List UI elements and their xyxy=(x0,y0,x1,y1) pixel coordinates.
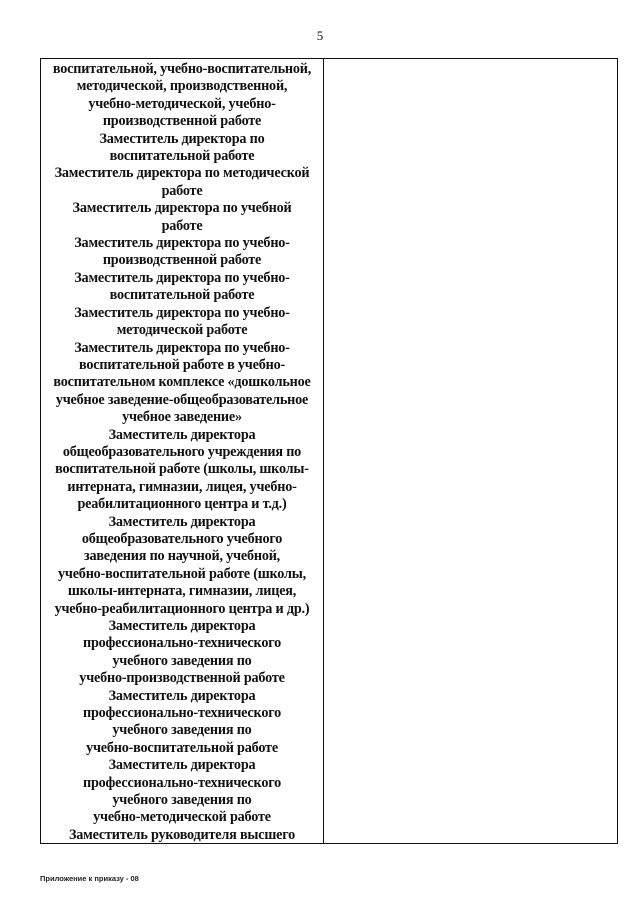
position-entry: Заместитель директора профессионально-технического учебного заведения по учебно-производственной работе xyxy=(79,618,285,687)
footer-note: Приложение к приказу - 08 xyxy=(40,874,139,883)
position-entry: Заместитель директора общеобразовательного учебного заведения по научной, учебной, учебно-воспитательной работе (школы, школы-интерната, гимназии, лицея, учебно-реабилитационного центра и др.) xyxy=(54,513,310,617)
position-entry: Заместитель директора по методической работе xyxy=(54,165,310,199)
position-entry: Заместитель директора профессионально-технического учебного заведения по учебно-методической работе xyxy=(82,757,281,826)
position-entry: Заместитель директора по учебно- воспитательной работе xyxy=(74,269,290,304)
position-entry: Заместитель директора по учебно- производственной работе xyxy=(74,235,290,269)
position-entry: воспитательной, учебно-воспитательной, методической, производственной, учебно-методической, учебно- производственной работе xyxy=(52,61,312,130)
positions-column xyxy=(41,59,324,843)
position-entry: Заместитель директора по учебно- методической работе xyxy=(74,304,290,339)
empty-column xyxy=(324,59,617,843)
positions-table xyxy=(40,58,618,844)
position-entry: Заместитель директора общеобразовательного учреждения по воспитательной работе (школы, школы- интерната, гимназии, лицея, учебно- реабилитационного центра и т.д.) xyxy=(55,426,309,513)
position-entry: Заместитель директора по воспитательной работе xyxy=(99,130,265,165)
position-entry: Заместитель руководителя высшего xyxy=(68,826,296,843)
position-entry: Заместитель директора по учебной работе xyxy=(72,200,292,234)
page-number: 5 xyxy=(316,28,324,43)
position-entry: Заместитель директора по учебно- воспитательной работе в учебно- воспитательном комплексе «дошкольное учебное заведение-общеобразовательное учебное заведение» xyxy=(53,339,311,426)
position-entry: Заместитель директора профессионально-технического учебного заведения по учебно-воспитательной работе xyxy=(82,687,281,756)
